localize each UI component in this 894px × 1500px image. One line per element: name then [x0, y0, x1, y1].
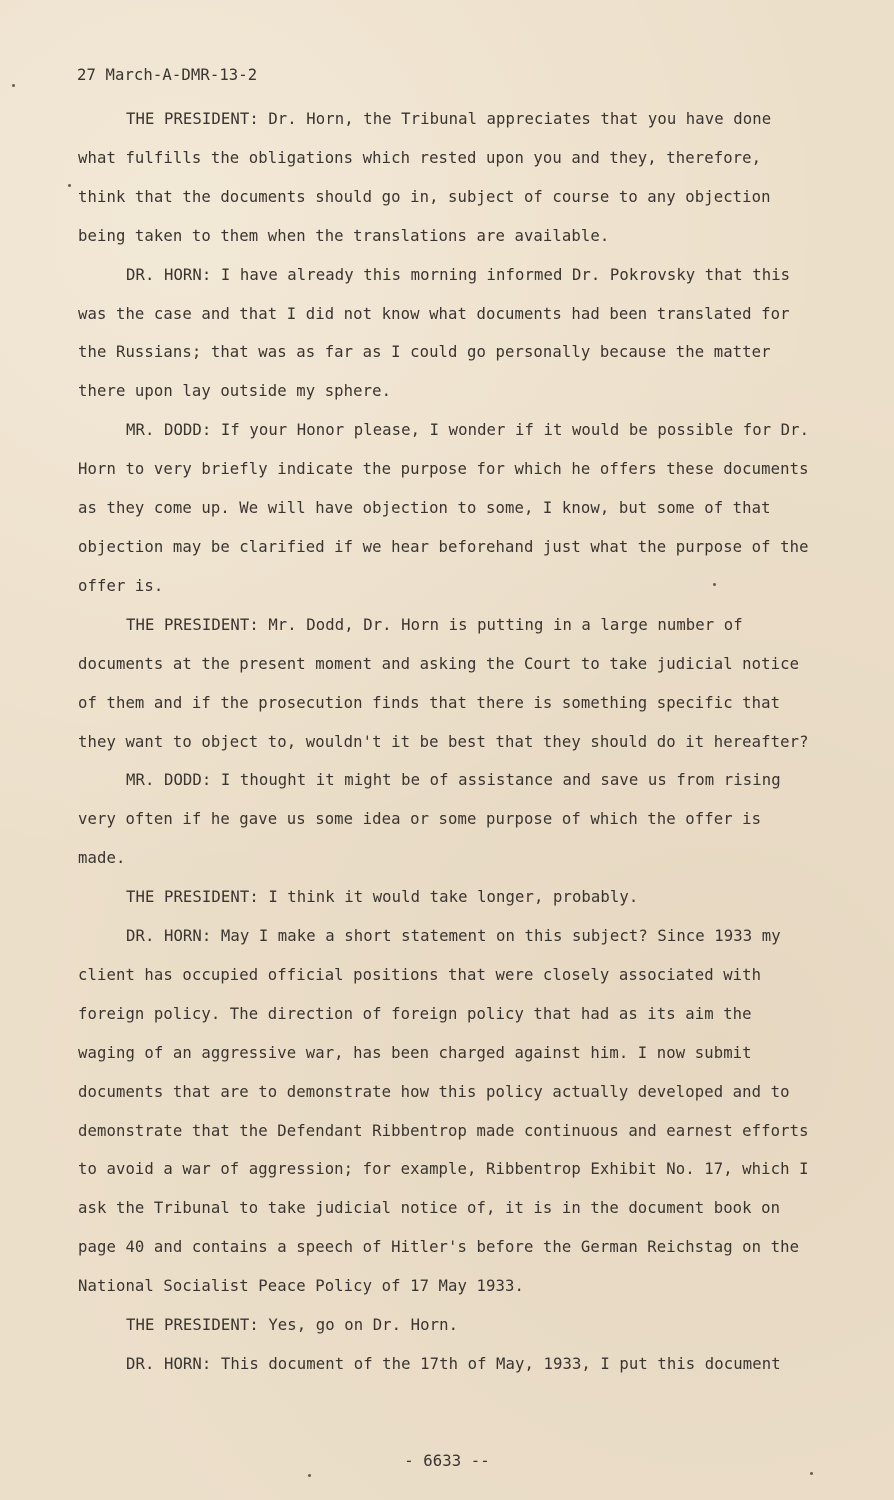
paragraph-2: DR. HORN: I have already this morning informed Dr. Pokrovsky that this was the case and that I did not know what documents had been translated for the Russians; that was as far as I could go personally because the matter there upon lay outside my sphere. — [78, 265, 791, 401]
paragraph-3: MR. DODD: If your Honor please, I wonder if it would be possible for Dr. Horn to very briefly indicate the purpose for which he offers these documents as they come up. We will have objection to some, I know, but some of that objection may be clarified if we hear beforehand just what the purpose of the offer is. — [78, 421, 810, 595]
paragraph-5: MR. DODD: I thought it might be of assistance and save us from rising very often if he gave us some idea or some purpose of which the offer is made. — [78, 771, 781, 868]
page-number-footer: - 6633 -- — [404, 1452, 490, 1470]
paragraph-1: THE PRESIDENT: Dr. Horn, the Tribunal appreciates that you have done what fulfills the obligations which rested upon you and they, therefore, think that the documents should go in, subject of course to any objection being taken to them when the translations are available. — [78, 110, 772, 245]
paper-speck — [810, 1472, 813, 1475]
paper-speck — [713, 583, 716, 586]
paper-speck — [68, 184, 71, 187]
document-body — [78, 100, 818, 1384]
paper-speck — [308, 1474, 311, 1477]
paragraph-4: THE PRESIDENT: Mr. Dodd, Dr. Horn is putting in a large number of documents at the present moment and asking the Court to take judicial notice of them and if the prosecution finds that there is something specific that they want to object to, wouldn't it be best that they should do it hereafter? — [78, 615, 809, 751]
paper-speck — [12, 84, 15, 87]
paragraph-9: DR. HORN: This document of the 17th of May, 1933, I put this document — [126, 1355, 781, 1373]
paragraph-6: THE PRESIDENT: I think it would take longer, probably. — [126, 888, 639, 907]
paragraph-7: DR. HORN: May I make a short statement on this subject? Since 1933 my client has occupied official positions that were closely associated with foreign policy. The direction of foreign policy that had as its aim the waging of an aggressive war, has been charged against him. I now submit documents that are to demonstrate how this policy actually developed and to demonstrate that the Defendant Ribbentrop made continuous and earnest efforts to avoid a war of aggression; for example, Ribbentrop Exhibit No. 17, which I ask the Tribunal to take judicial notice of, it is in the document book on page 40 and contains a speech of Hitler's before the German Reichstag on the National Socialist Peace Policy of 17 May 1933. — [78, 927, 809, 1296]
document-header: 27 March-A-DMR-13-2 — [77, 66, 258, 84]
paragraph-8: THE PRESIDENT: Yes, go on Dr. Horn. — [126, 1316, 459, 1335]
